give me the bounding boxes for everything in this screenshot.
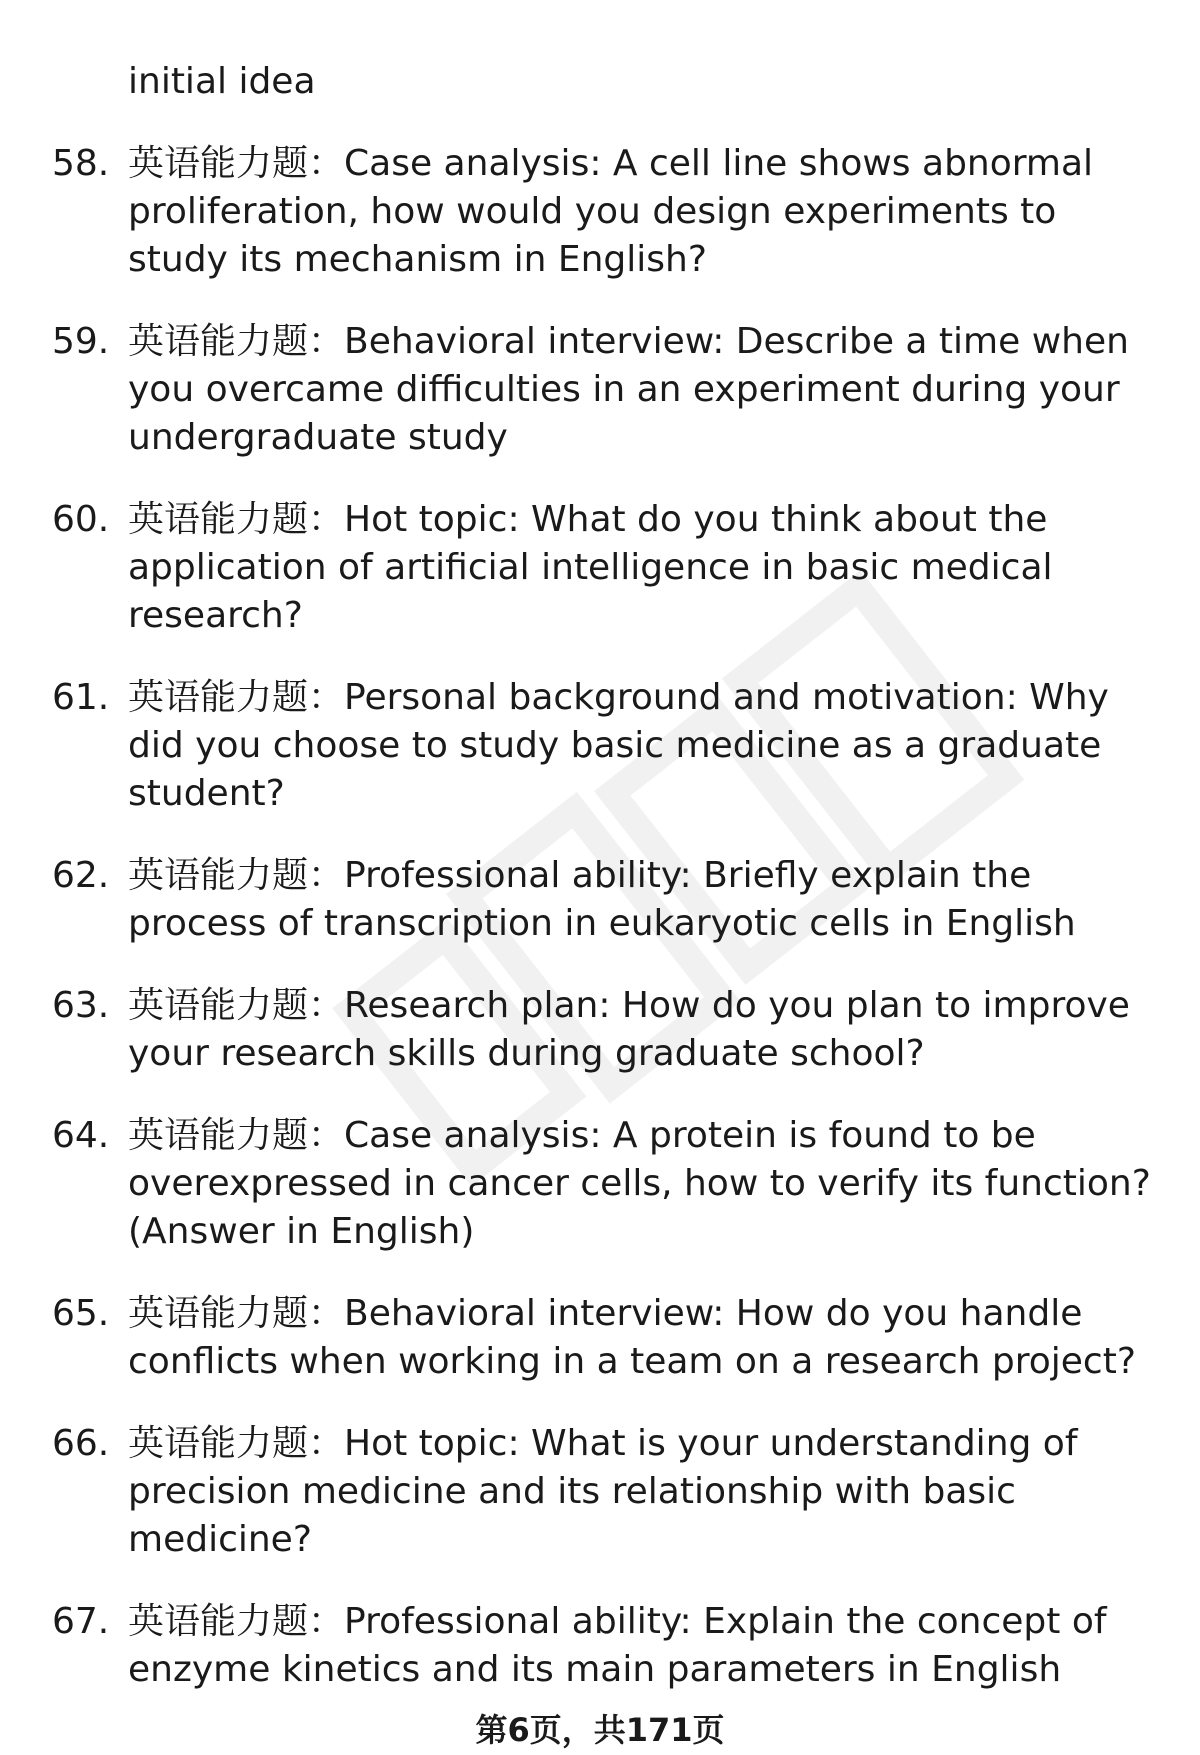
question-item (52, 1420, 1162, 1564)
question-item (52, 982, 1162, 1078)
question-number: 63. (52, 985, 110, 1026)
question-item (52, 674, 1162, 818)
question-text: Research plan: How do you plan to improve your research skills during graduate school? (128, 985, 1130, 1074)
page-footer: 第6页，共171页 (475, 1711, 725, 1749)
question-item (52, 1598, 1162, 1694)
question-item (52, 1290, 1162, 1386)
question-prefix: 英语能力题： (128, 1115, 345, 1156)
question-prefix: 英语能力题： (128, 1601, 345, 1642)
question-item (52, 140, 1162, 284)
question-text: Professional ability: Explain the concept of enzyme kinetics and its main parameters in English (128, 1601, 1107, 1690)
question-number: 65. (52, 1293, 110, 1334)
question-prefix: 英语能力题： (128, 499, 345, 540)
question-item (52, 496, 1162, 640)
question-text: Personal background and motivation: Why did you choose to study basic medicine as a graduate student? (128, 677, 1109, 814)
question-number: 61. (52, 677, 110, 718)
question-text: Case analysis: A protein is found to be overexpressed in cancer cells, how to verify its function? (Answer in English) (128, 1115, 1151, 1252)
question-prefix: 英语能力题： (128, 1423, 345, 1464)
question-prefix: 英语能力题： (128, 1293, 345, 1334)
question-prefix: 英语能力题： (128, 321, 345, 362)
question-item (52, 318, 1162, 462)
question-number: 67. (52, 1601, 110, 1642)
question-number: 62. (52, 855, 110, 896)
question-item (52, 852, 1162, 948)
question-number: 66. (52, 1423, 110, 1464)
question-prefix: 英语能力题： (128, 855, 345, 896)
question-prefix: 英语能力题： (128, 677, 345, 718)
question-text: Case analysis: A cell line shows abnormal proliferation, how would you design experiments to study its mechanism in English? (128, 143, 1094, 280)
question-number: 60. (52, 499, 110, 540)
continuation-text: initial idea (128, 61, 316, 102)
question-prefix: 英语能力题： (128, 143, 345, 184)
question-text: Behavioral interview: How do you handle conflicts when working in a team on a research project? (128, 1293, 1136, 1382)
question-number: 58. (52, 143, 110, 184)
question-text: Behavioral interview: Describe a time when you overcame difficulties in an experiment during your undergraduate study (128, 321, 1129, 458)
question-list (52, 58, 1162, 1728)
question-prefix: 英语能力题： (128, 985, 345, 1026)
question-text: Hot topic: What do you think about the application of artificial intelligence in basic medical research? (128, 499, 1053, 636)
question-text: Professional ability: Briefly explain the process of transcription in eukaryotic cells in English (128, 855, 1076, 944)
question-number: 59. (52, 321, 110, 362)
question-text: Hot topic: What is your understanding of precision medicine and its relationship with basic medicine? (128, 1423, 1078, 1560)
question-number: 64. (52, 1115, 110, 1156)
question-item (52, 1112, 1162, 1256)
